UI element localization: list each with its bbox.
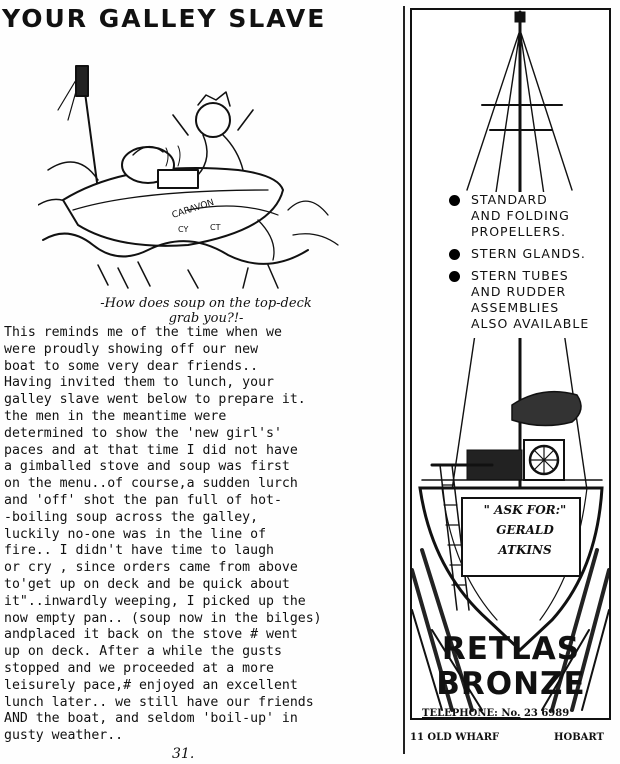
body-line: a gimballed stove and soup was first [4,459,290,475]
cartoon-label-caravon: CARAVON [170,197,216,221]
telephone-label: TELEPHONE: No. [422,708,521,719]
body-line: now empty pan.. (soup now in the bilges) [4,610,322,626]
cartoon-mast-head [76,66,88,96]
cartoon-cook-head [196,103,230,137]
body-line: This reminds me of the time when we [4,325,282,340]
brand-line: BRONZE [436,666,586,702]
bullet-icon [449,195,460,206]
cartoon-soup-pot [158,170,198,188]
body-line: lunch later.. we still have our friends [4,694,314,710]
telephone-number: 23 6989 [523,708,570,719]
feature-line: ASSEMBLIES [471,300,560,315]
cartoon-label-ct: CT [210,223,221,232]
feature-line: STERN GLANDS. [471,246,586,261]
body-line: fire.. I didn't have time to laugh [4,543,274,559]
bullet-icon [449,271,460,282]
body-line: andplaced it back on the stove # went [4,627,298,643]
column-divider [403,6,405,754]
ask-line: ATKINS [498,543,552,557]
body-line: and 'off' shot the pan full of hot- [4,492,282,508]
body-line: gusty weather.. [4,728,124,744]
body-line: or cry , since orders came from above [4,560,298,576]
caption-line: -How does soup on the top-deck [100,296,312,311]
body-line: galley slave went below to prepare it. [4,392,306,408]
bullet-icon [449,249,460,260]
article-body [4,325,396,745]
body-line: paces and at that time I did not have [4,442,298,458]
brand-line: RETLAS [441,631,581,667]
feature-line: STANDARD [471,192,548,207]
ask-line: GERALD [496,523,554,537]
body-line: were proudly showing off our new [4,341,259,357]
product-feature-list [445,192,611,338]
feature-line: AND FOLDING [471,208,570,223]
body-line: luckily no-one was in the line of [4,526,267,542]
boat-illustration [412,10,609,718]
caption-line: grab you?!- [168,311,244,326]
body-line: determined to show the 'new girl's' [4,425,282,441]
body-line: boat to some very dear friends.. [4,358,259,374]
feature-line: AND RUDDER [471,284,567,299]
address-city: HOBART [554,732,604,743]
address-street: 11 OLD WHARF [410,732,500,743]
brand-name [425,632,597,702]
body-line: on the menu..of course,a sudden lurch [4,476,298,492]
feature-line: PROPELLERS. [471,224,566,239]
ask-line: " ASK FOR:" [483,503,567,517]
feature-line: STERN TUBES [471,268,569,283]
page-number: 31. [172,746,195,762]
body-line: the men in the meantime were [4,408,227,424]
feature-propellers [445,192,611,240]
article-title: YOUR GALLEY SLAVE [2,4,327,33]
body-line: up on deck. After a while the gusts [4,644,282,660]
cartoon-illustration [38,40,343,290]
cartoon-caption [56,296,356,326]
feature-line: ALSO AVAILABLE [471,316,590,331]
ad-furled-sail [512,392,581,426]
body-line: -boiling soup across the galley, [4,509,259,525]
body-line: to'get up on deck and be quick about [4,576,290,592]
ask-for-text [470,500,580,560]
telephone [422,708,569,719]
body-line: Having invited them to lunch, your [4,375,274,391]
body-line: it"..inwardly weeping, I picked up the [4,593,306,609]
body-line: AND the boat, and seldom 'boil-up' in [4,711,298,727]
feature-stern-tubes [445,268,611,332]
body-line: leisurely pace,# enjoyed an excellent [4,677,298,693]
feature-stern-glands [445,246,611,262]
body-line: stopped and we proceeded at a more [4,660,274,676]
cartoon-label-cy: CY [178,225,189,234]
advertisement-panel [410,8,611,720]
